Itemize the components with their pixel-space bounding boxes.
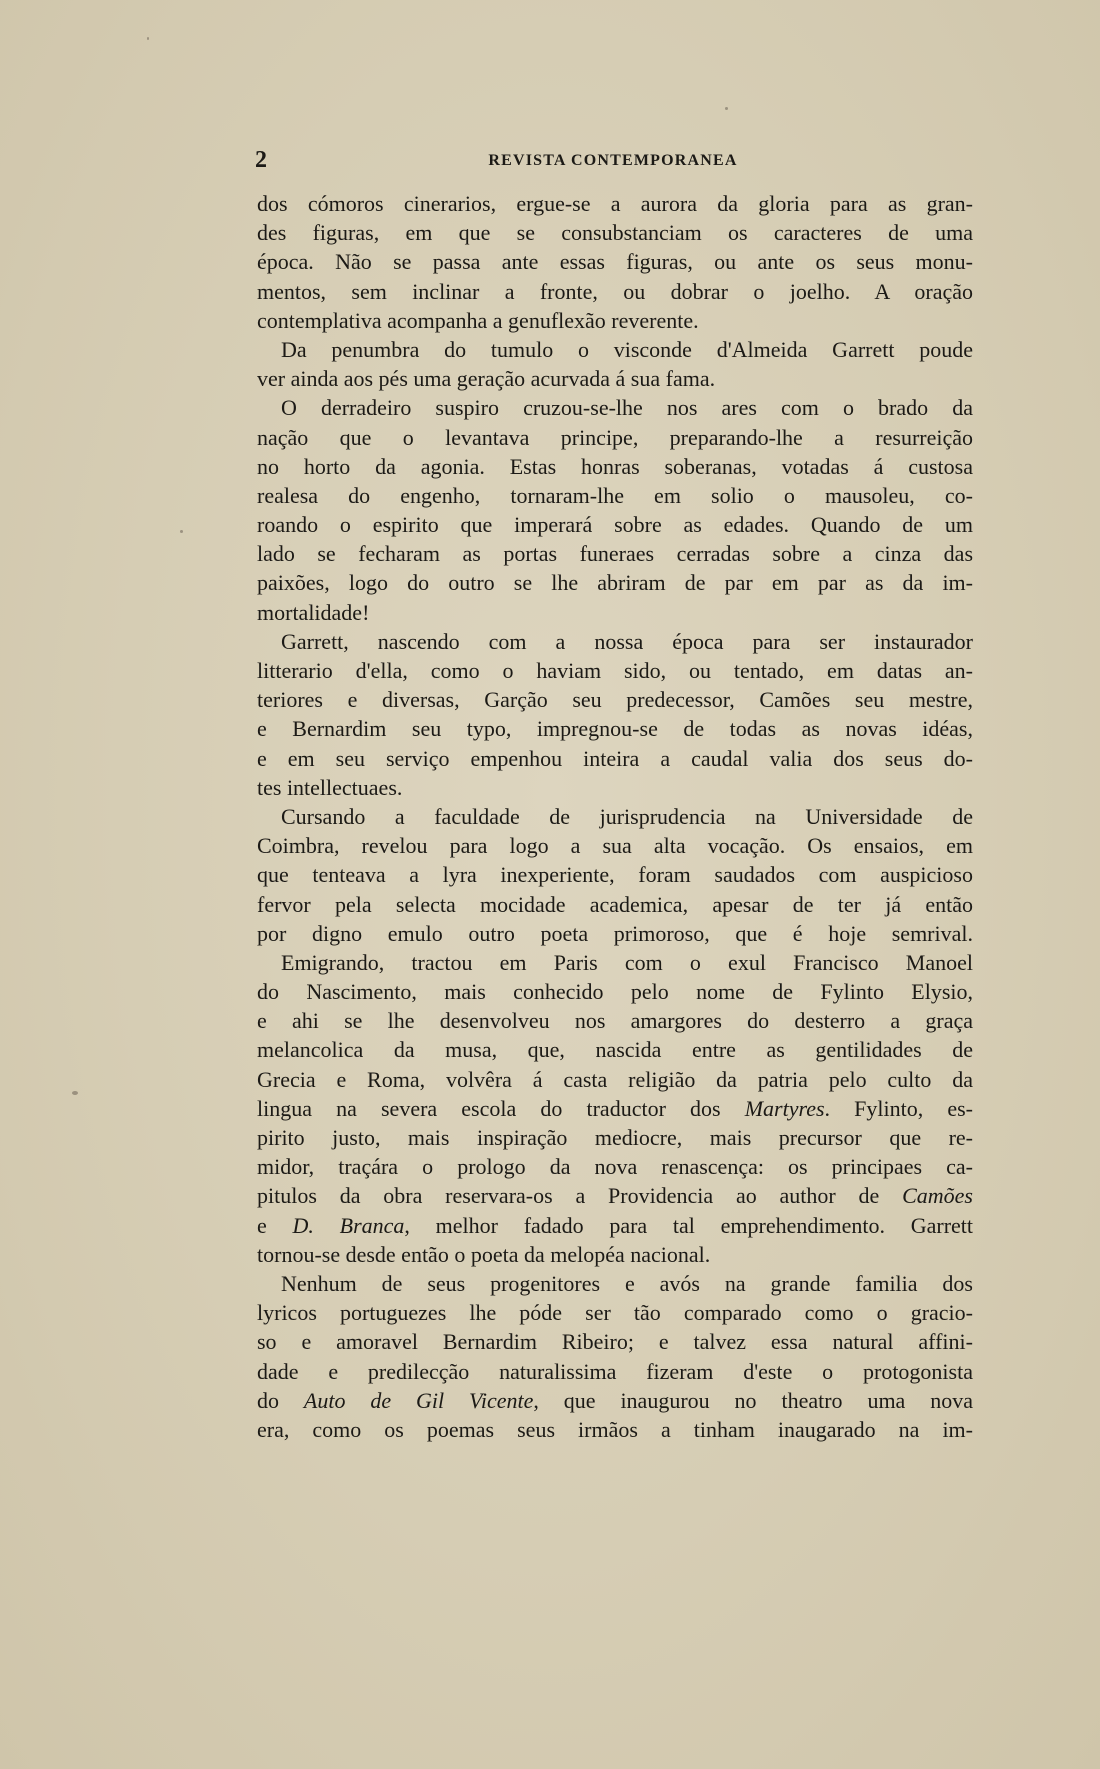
text-line bbox=[257, 802, 973, 831]
text-segment: pitulos da obra reservara-os a Providencia ao author de bbox=[257, 1183, 903, 1209]
text-line bbox=[257, 1386, 973, 1415]
text-segment: época. Não se passa ante essas figuras, ou ante os seus monu- bbox=[257, 249, 973, 275]
text-segment: nação que o levantava principe, preparando-lhe a resurreição bbox=[257, 424, 973, 450]
text-segment: e Bernardim seu typo, impregnou-se de todas as novas idéas, bbox=[257, 716, 973, 742]
text-segment: lingua na severa escola do traductor dos bbox=[257, 1095, 745, 1121]
text-line bbox=[257, 452, 973, 481]
text-segment: Cursando a faculdade de jurisprudencia na Universidade de bbox=[281, 803, 973, 829]
text-segment: realesa do engenho, tornaram-lhe em solio o mausoleu, co- bbox=[257, 482, 973, 508]
paper-speck bbox=[180, 530, 183, 533]
text-line bbox=[257, 598, 973, 627]
text-line bbox=[257, 335, 973, 364]
text-line bbox=[257, 247, 973, 276]
italic-title: Martyres bbox=[744, 1095, 825, 1121]
italic-title: Auto de Gil Vicente bbox=[303, 1387, 534, 1413]
page-header bbox=[255, 147, 971, 177]
running-title: REVISTA CONTEMPORANEA bbox=[488, 152, 738, 169]
text-line bbox=[257, 1415, 973, 1444]
text-segment: Nenhum de seus progenitores e avós na grande familia dos bbox=[281, 1270, 973, 1296]
text-segment: e em seu serviço empenhou inteira a caudal valia dos seus do- bbox=[257, 745, 973, 771]
text-line bbox=[257, 1152, 973, 1181]
text-line bbox=[257, 539, 973, 568]
italic-title: Camões bbox=[902, 1183, 973, 1209]
text-line bbox=[257, 1327, 973, 1356]
paper-speck bbox=[147, 37, 149, 40]
text-line bbox=[257, 656, 973, 685]
text-line bbox=[257, 977, 973, 1006]
text-line bbox=[257, 1006, 973, 1035]
paper-speck bbox=[725, 107, 728, 110]
text-segment: O derradeiro suspiro cruzou-se-lhe nos ares com o brado da bbox=[281, 395, 973, 421]
text-segment: teriores e diversas, Garção seu predecessor, Camões seu mestre, bbox=[257, 687, 973, 713]
text-segment: tes intellectuaes. bbox=[257, 774, 403, 800]
text-segment: so e amoravel Bernardim Ribeiro; e talvez essa natural affini- bbox=[257, 1329, 973, 1355]
text-line bbox=[257, 1240, 973, 1269]
text-segment: por digno emulo outro poeta primoroso, que é hoje semrival. bbox=[257, 920, 973, 946]
text-segment: do Nascimento, mais conhecido pelo nome de Fylinto Elysio, bbox=[257, 979, 973, 1005]
text-line bbox=[257, 890, 973, 919]
text-line bbox=[257, 1298, 973, 1327]
text-line bbox=[257, 714, 973, 743]
text-segment: e ahi se lhe desenvolveu nos amargores do desterro a graça bbox=[257, 1008, 973, 1034]
text-line bbox=[257, 1269, 973, 1298]
text-line bbox=[257, 1123, 973, 1152]
text-line bbox=[257, 510, 973, 539]
text-line bbox=[257, 277, 973, 306]
text-segment: lyricos portuguezes lhe póde ser tão comparado como o gracio- bbox=[257, 1300, 973, 1326]
text-segment: era, como os poemas seus irmãos a tinham inaugarado na im- bbox=[257, 1416, 973, 1442]
text-line bbox=[257, 1357, 973, 1386]
paper-speck bbox=[72, 1091, 78, 1095]
text-line bbox=[257, 627, 973, 656]
text-segment: des figuras, em que se consubstanciam os caracteres de uma bbox=[257, 220, 973, 246]
text-segment: dade e predilecção naturalissima fizeram d'este o protogonista bbox=[257, 1358, 973, 1384]
text-segment: Grecia e Roma, volvêra á casta religião da patria pelo culto da bbox=[257, 1066, 973, 1092]
text-line bbox=[257, 860, 973, 889]
text-line bbox=[257, 744, 973, 773]
text-line bbox=[257, 1211, 973, 1240]
text-line bbox=[257, 948, 973, 977]
text-segment: melancolica da musa, que, nascida entre as gentilidades de bbox=[257, 1037, 973, 1063]
text-segment: contemplativa acompanha a genuflexão reverente. bbox=[257, 307, 699, 333]
text-segment: mentos, sem inclinar a fronte, ou dobrar o joelho. A oração bbox=[257, 278, 973, 304]
text-segment: roando o espirito que imperará sobre as edades. Quando de um bbox=[257, 512, 973, 538]
text-segment: , que inaugurou no theatro uma nova bbox=[533, 1387, 973, 1413]
text-segment: midor, traçára o prologo da nova renascença: os principaes ca- bbox=[257, 1154, 973, 1180]
text-segment: ver ainda aos pés uma geração acurvada á sua fama. bbox=[257, 366, 716, 392]
text-segment: Emigrando, tractou em Paris com o exul Francisco Manoel bbox=[281, 949, 973, 975]
text-segment: Coimbra, revelou para logo a sua alta vocação. Os ensaios, em bbox=[257, 833, 973, 859]
text-line bbox=[257, 393, 973, 422]
text-segment: . Fylinto, es- bbox=[824, 1095, 973, 1121]
text-line bbox=[257, 218, 973, 247]
text-segment: fervor pela selecta mocidade academica, apesar de ter já então bbox=[257, 891, 973, 917]
text-segment: paixões, logo do outro se lhe abriram de par em par as da im- bbox=[257, 570, 973, 596]
text-line bbox=[257, 568, 973, 597]
text-line bbox=[257, 306, 973, 335]
body-text bbox=[257, 189, 973, 1444]
text-segment: tornou-se desde então o poeta da melopéa nacional. bbox=[257, 1241, 711, 1267]
text-segment: Garrett, nascendo com a nossa época para ser instaurador bbox=[281, 628, 973, 654]
text-segment: Da penumbra do tumulo o visconde d'Almeida Garrett poude bbox=[281, 336, 973, 362]
text-line bbox=[257, 481, 973, 510]
text-line bbox=[257, 831, 973, 860]
text-line bbox=[257, 919, 973, 948]
text-line bbox=[257, 423, 973, 452]
page-number: 2 bbox=[255, 147, 267, 173]
text-segment: , melhor fadado para tal emprehendimento. Garrett bbox=[404, 1212, 974, 1238]
text-segment: do bbox=[257, 1387, 304, 1413]
text-segment: mortalidade! bbox=[257, 599, 370, 625]
text-line bbox=[257, 773, 973, 802]
text-line bbox=[257, 1065, 973, 1094]
text-segment: e bbox=[257, 1212, 293, 1238]
italic-title: D. Branca bbox=[292, 1212, 405, 1238]
text-segment: litterario d'ella, como o haviam sido, ou tentado, em datas an- bbox=[257, 658, 973, 683]
text-line bbox=[257, 685, 973, 714]
text-line bbox=[257, 189, 973, 218]
text-line bbox=[257, 1094, 973, 1123]
text-segment: lado se fecharam as portas funeraes cerradas sobre a cinza das bbox=[257, 541, 973, 567]
text-segment: que tenteava a lyra inexperiente, foram saudados com auspicioso bbox=[257, 862, 973, 888]
text-line bbox=[257, 1181, 973, 1210]
text-segment: dos cómoros cinerarios, ergue-se a aurora da gloria para as gran- bbox=[257, 191, 973, 216]
text-line bbox=[257, 1035, 973, 1064]
text-line bbox=[257, 364, 973, 393]
text-segment: pirito justo, mais inspiração mediocre, mais precursor que re- bbox=[257, 1125, 973, 1150]
text-segment: no horto da agonia. Estas honras soberanas, votadas á custosa bbox=[257, 453, 973, 479]
